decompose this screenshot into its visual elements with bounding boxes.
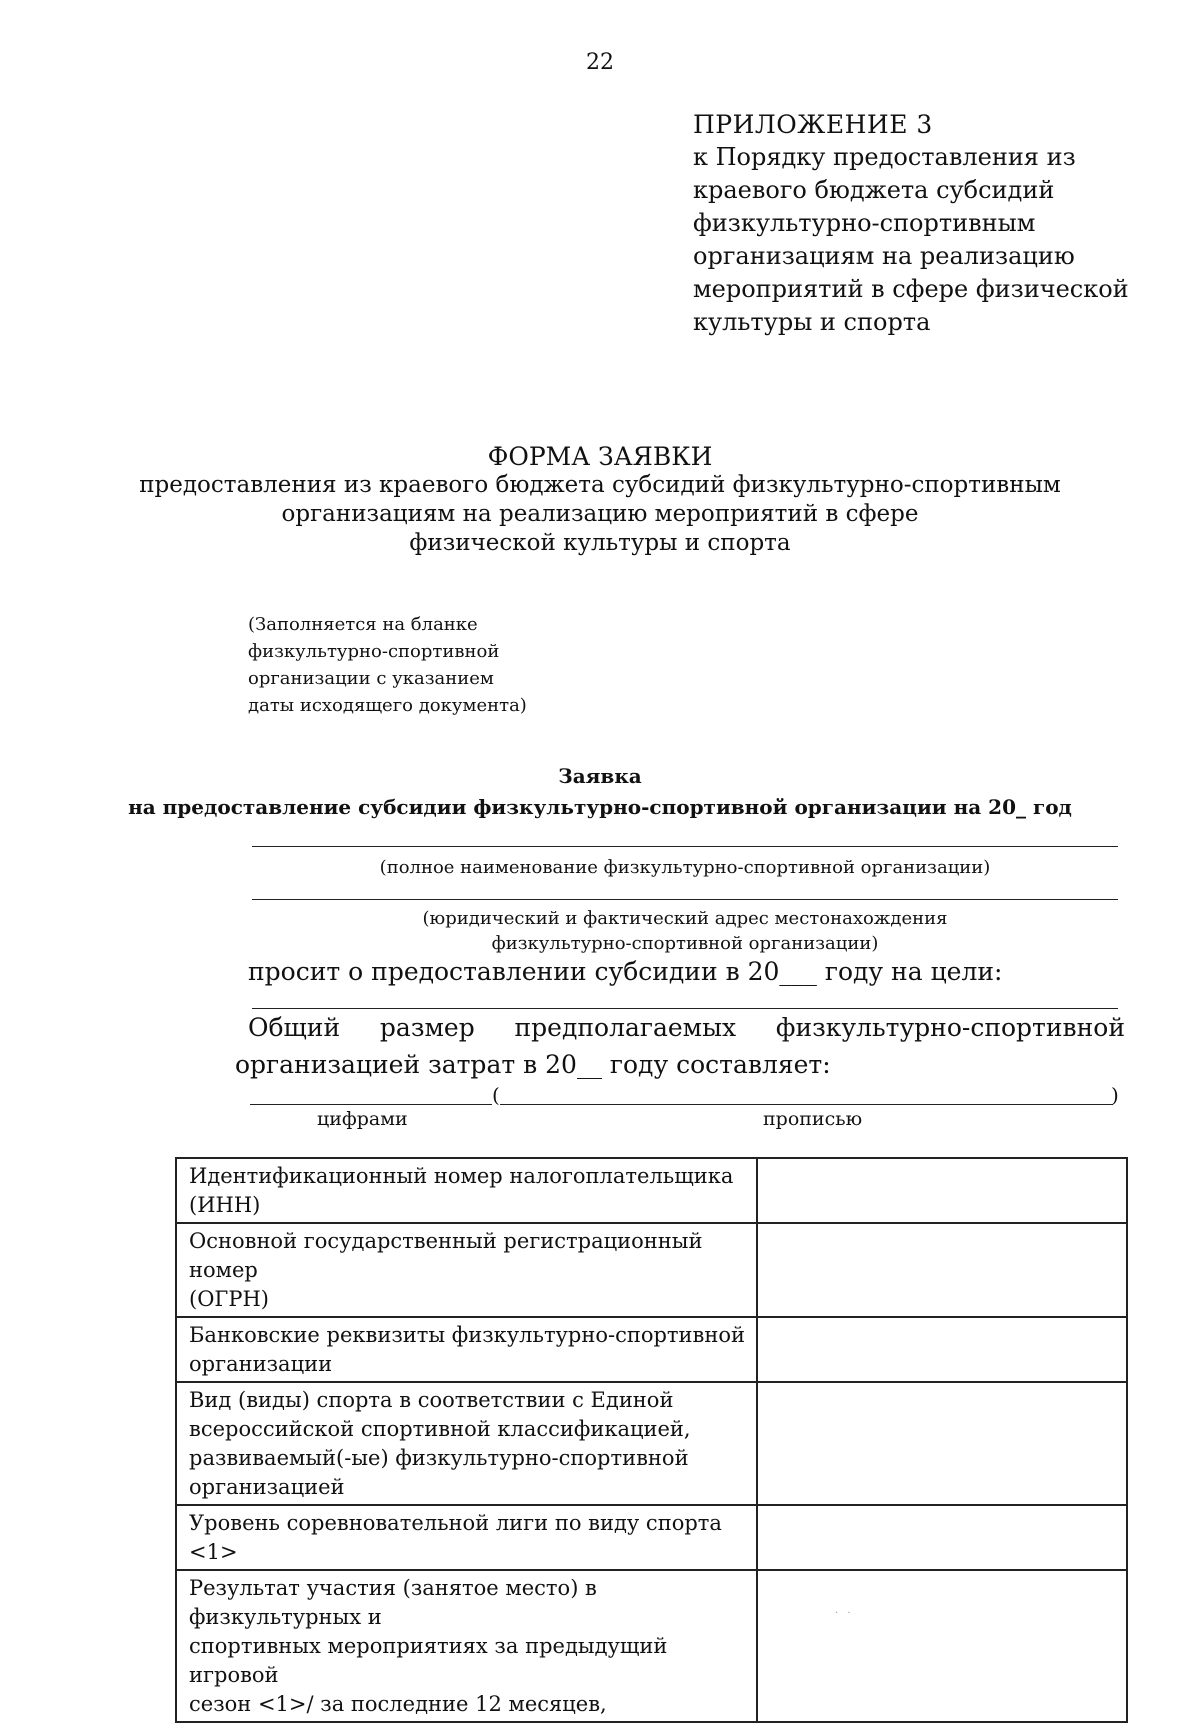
appendix-line: организациям на реализацию bbox=[693, 242, 1075, 270]
table-row-label bbox=[176, 1158, 757, 1223]
table-row-value[interactable] bbox=[757, 1505, 1127, 1570]
purpose-field-line[interactable] bbox=[252, 1008, 1118, 1009]
open-paren: ( bbox=[492, 1083, 500, 1107]
table-row-value[interactable] bbox=[757, 1317, 1127, 1382]
table-row-label-line: (ОГРН) bbox=[189, 1287, 269, 1311]
table-row-label-line: организацией bbox=[189, 1475, 345, 1499]
note-line: организации с указанием bbox=[248, 668, 494, 689]
table-row-label-line: Вид (виды) спорта в соответствии с Единой bbox=[189, 1388, 674, 1412]
words-caption: прописью bbox=[763, 1108, 863, 1130]
form-title-line: предоставления из краевого бюджета субсидий физкультурно-спортивным bbox=[139, 472, 1061, 498]
table-row-label-line: организации bbox=[189, 1352, 333, 1376]
total-costs-line1: Общий размер предполагаемых физкультурно-спортивной bbox=[248, 1013, 1125, 1042]
appendix-line: физкультурно-спортивным bbox=[693, 209, 1036, 237]
table-row-label-line: Уровень соревновательной лиги по виду спорта <1> bbox=[189, 1511, 722, 1564]
note-line: даты исходящего документа) bbox=[248, 695, 527, 716]
table-row-label-line: (ИНН) bbox=[189, 1193, 261, 1217]
table-row-value[interactable] bbox=[757, 1158, 1127, 1223]
table-row-label-line: Основной государственный регистрационный номер bbox=[189, 1229, 703, 1282]
table-row-label bbox=[176, 1570, 757, 1722]
org-name-caption: (полное наименование физкультурно-спортивной организации) bbox=[379, 857, 991, 878]
request-subtitle: на предоставление субсидии физкультурно-спортивной организации на 20_ год bbox=[128, 795, 1072, 819]
table-row-label bbox=[176, 1223, 757, 1317]
appendix-heading: ПРИЛОЖЕНИЕ 3 bbox=[693, 110, 933, 139]
address-caption-line: физкультурно-спортивной организации) bbox=[491, 933, 879, 954]
form-title-line: физической культуры и спорта bbox=[409, 530, 791, 556]
table-row bbox=[176, 1505, 1127, 1570]
total-costs-line2: организацией затрат в 20__ году составляет: bbox=[235, 1050, 831, 1079]
table-row-value[interactable] bbox=[757, 1223, 1127, 1317]
form-title: ФОРМА ЗАЯВКИ bbox=[487, 442, 713, 471]
address-field-line[interactable] bbox=[252, 899, 1118, 900]
page-number: 22 bbox=[586, 50, 614, 75]
address-caption bbox=[252, 906, 1118, 956]
form-title-block bbox=[0, 442, 1200, 558]
appendix-block bbox=[693, 108, 1129, 339]
table-row-label-line: развиваемый(-ые) физкультурно-спортивной bbox=[189, 1446, 689, 1470]
close-paren: ) bbox=[1111, 1083, 1119, 1107]
table-row-label-line: Банковские реквизиты физкультурно-спортивной bbox=[189, 1323, 746, 1347]
request-title-block bbox=[0, 761, 1200, 823]
appendix-line: мероприятий в сфере физической bbox=[693, 275, 1129, 303]
table-row bbox=[176, 1317, 1127, 1382]
request-purpose-text: просит о предоставлении субсидии в 20___ году на цели: bbox=[248, 957, 1003, 986]
organization-details-table bbox=[175, 1157, 1128, 1723]
table-row-value[interactable] bbox=[757, 1382, 1127, 1505]
table-row-label-line: всероссийской спортивной классификацией, bbox=[189, 1417, 691, 1441]
letterhead-note bbox=[248, 611, 527, 719]
digits-caption: цифрами bbox=[317, 1108, 408, 1130]
table-row-label bbox=[176, 1317, 757, 1382]
table-row bbox=[176, 1223, 1127, 1317]
amount-words-field-line[interactable] bbox=[500, 1104, 1113, 1105]
appendix-line: к Порядку предоставления из bbox=[693, 143, 1076, 171]
table-row bbox=[176, 1382, 1127, 1505]
address-caption-line: (юридический и фактический адрес местонахождения bbox=[422, 908, 948, 929]
note-line: физкультурно-спортивной bbox=[248, 641, 500, 662]
table-row-label-line: спортивных мероприятиях за предыдущий игровой bbox=[189, 1634, 668, 1687]
table-row bbox=[176, 1158, 1127, 1223]
amount-digits-field-line[interactable] bbox=[250, 1104, 492, 1105]
form-title-line: организациям на реализацию мероприятий в сфере bbox=[281, 501, 919, 527]
table-row bbox=[176, 1570, 1127, 1722]
appendix-line: краевого бюджета субсидий bbox=[693, 176, 1055, 204]
table-row-label bbox=[176, 1505, 757, 1570]
table-row-label-line: сезон <1>/ за последние 12 месяцев, bbox=[189, 1692, 607, 1716]
org-name-field-line[interactable] bbox=[252, 846, 1118, 847]
note-line: (Заполняется на бланке bbox=[248, 614, 478, 635]
table-row-label-line: Идентификационный номер налогоплательщика bbox=[189, 1164, 734, 1188]
request-title: Заявка bbox=[558, 764, 642, 788]
scan-specks: · · bbox=[835, 1608, 854, 1619]
table-row-value[interactable] bbox=[757, 1570, 1127, 1722]
table-row-label-line: Результат участия (занятое место) в физкультурных и bbox=[189, 1576, 597, 1629]
appendix-line: культуры и спорта bbox=[693, 308, 931, 336]
table-row-label bbox=[176, 1382, 757, 1505]
